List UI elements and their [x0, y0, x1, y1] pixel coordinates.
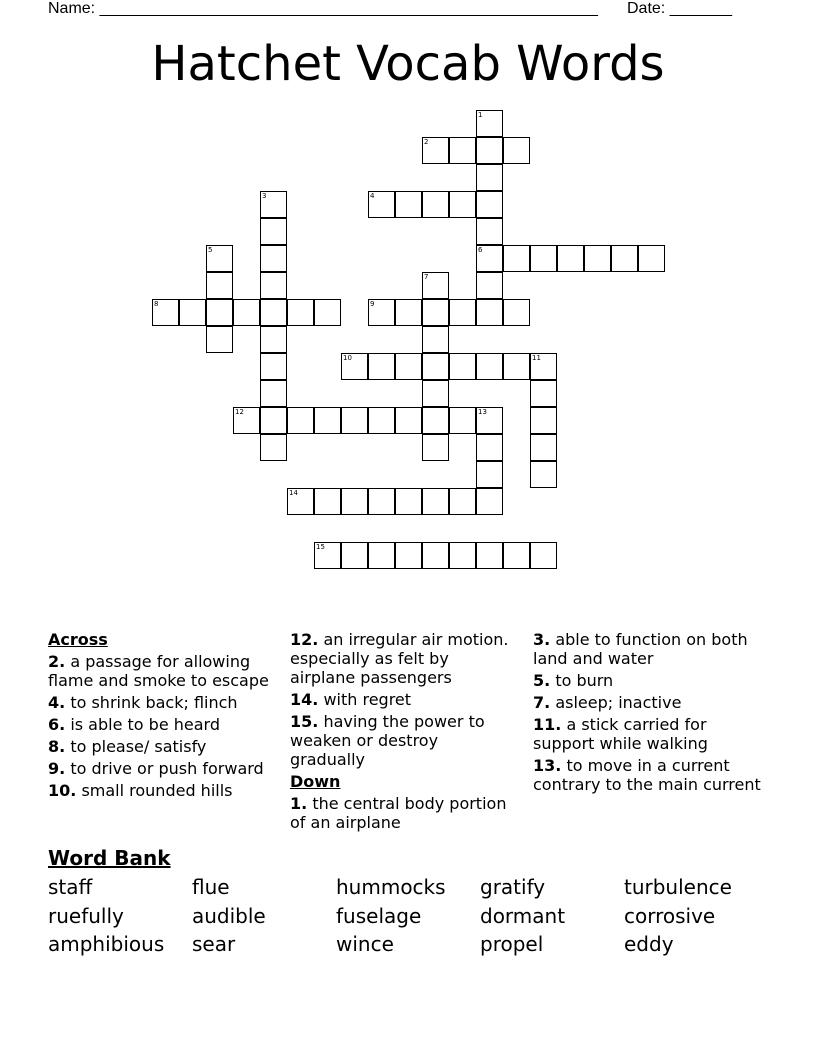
- crossword-cell[interactable]: [503, 245, 530, 272]
- crossword-cell[interactable]: [611, 245, 638, 272]
- crossword-cell[interactable]: [395, 353, 422, 380]
- clue-across-14: 14. with regret: [290, 690, 412, 709]
- crossword-cell[interactable]: [422, 353, 449, 380]
- crossword-cell[interactable]: [260, 191, 287, 218]
- crossword-cell[interactable]: [476, 245, 503, 272]
- word-bank-title: Word Bank: [48, 846, 171, 870]
- clue-across-4: 4. to shrink back; flinch: [48, 693, 238, 712]
- clue-across-15: 15. having the power to weaken or destroy gradually: [290, 712, 485, 769]
- crossword-cell[interactable]: [233, 407, 260, 434]
- crossword-cell[interactable]: [449, 407, 476, 434]
- crossword-cell[interactable]: [314, 542, 341, 569]
- crossword-cell[interactable]: [476, 461, 503, 488]
- cell-number: 2: [424, 138, 429, 146]
- crossword-cell[interactable]: [530, 542, 557, 569]
- crossword-cell[interactable]: [260, 218, 287, 245]
- crossword-cell[interactable]: [341, 488, 368, 515]
- crossword-cell[interactable]: [287, 488, 314, 515]
- cell-number: 12: [235, 408, 244, 416]
- crossword-cell[interactable]: [314, 407, 341, 434]
- cell-number: 10: [343, 354, 352, 362]
- cell-number: 15: [316, 543, 325, 551]
- crossword-cell[interactable]: [476, 137, 503, 164]
- clue-across-9: 9. to drive or push forward: [48, 759, 264, 778]
- word-bank-word: fuselage: [336, 904, 422, 928]
- crossword-cell[interactable]: [557, 245, 584, 272]
- crossword-cell[interactable]: [422, 299, 449, 326]
- page-title: Hatchet Vocab Words: [151, 36, 665, 92]
- word-bank-word: wince: [336, 932, 394, 956]
- crossword-cell[interactable]: [368, 407, 395, 434]
- cell-number: 14: [289, 489, 298, 497]
- crossword-cell[interactable]: [395, 407, 422, 434]
- clue-down-13: 13. to move in a current contrary to the main current: [533, 756, 761, 794]
- clue-across-12: 12. an irregular air motion. especially as felt by airplane passengers: [290, 630, 509, 687]
- crossword-cell[interactable]: [260, 245, 287, 272]
- word-bank-word: staff: [48, 875, 93, 899]
- cell-number: 3: [262, 192, 267, 200]
- crossword-cell[interactable]: [422, 272, 449, 299]
- crossword-cell[interactable]: [476, 272, 503, 299]
- cell-number: 8: [154, 300, 159, 308]
- crossword-cell[interactable]: [260, 299, 287, 326]
- crossword-cell[interactable]: [368, 299, 395, 326]
- crossword-cell[interactable]: [206, 245, 233, 272]
- crossword-cell[interactable]: [530, 245, 557, 272]
- crossword-cell[interactable]: [422, 407, 449, 434]
- crossword-cell[interactable]: [449, 137, 476, 164]
- crossword-cell[interactable]: [530, 407, 557, 434]
- crossword-cell[interactable]: [476, 434, 503, 461]
- crossword-cell[interactable]: [260, 407, 287, 434]
- crossword-cell[interactable]: [449, 299, 476, 326]
- clue-across-2: 2. a passage for allowing flame and smoke to escape: [48, 652, 269, 690]
- crossword-cell[interactable]: [368, 542, 395, 569]
- name-field[interactable]: Name: ________________________________________________________: [48, 0, 598, 17]
- crossword-cell[interactable]: [341, 407, 368, 434]
- word-bank-word: amphibious: [48, 932, 165, 956]
- crossword-cell[interactable]: [422, 191, 449, 218]
- crossword-cell[interactable]: [530, 380, 557, 407]
- crossword-cell[interactable]: [341, 542, 368, 569]
- crossword-cell[interactable]: [638, 245, 665, 272]
- crossword-cell[interactable]: [314, 299, 341, 326]
- crossword-cell[interactable]: [395, 542, 422, 569]
- word-bank-word: audible: [192, 904, 266, 928]
- cell-number: 1: [478, 111, 483, 119]
- crossword-cell[interactable]: [476, 488, 503, 515]
- crossword-cell[interactable]: [368, 488, 395, 515]
- crossword-cell[interactable]: [260, 272, 287, 299]
- down-heading: Down: [290, 772, 341, 791]
- crossword-cell[interactable]: [530, 434, 557, 461]
- crossword-cell[interactable]: [395, 299, 422, 326]
- crossword-cell[interactable]: [206, 272, 233, 299]
- crossword-cell[interactable]: [179, 299, 206, 326]
- word-bank-word: flue: [192, 875, 230, 899]
- word-bank-word: dormant: [480, 904, 566, 928]
- clue-across-6: 6. is able to be heard: [48, 715, 220, 734]
- cell-number: 4: [370, 192, 375, 200]
- crossword-cell[interactable]: [476, 191, 503, 218]
- crossword-cell[interactable]: [152, 299, 179, 326]
- crossword-cell[interactable]: [476, 407, 503, 434]
- crossword-cell[interactable]: [260, 353, 287, 380]
- clue-column-3: [533, 630, 763, 797]
- cell-number: 5: [208, 246, 213, 254]
- word-bank-word: hummocks: [336, 875, 446, 899]
- clue-down-3: 3. able to function on both land and water: [533, 630, 748, 668]
- date-field[interactable]: Date: _______: [627, 0, 732, 17]
- word-bank-word: corrosive: [624, 904, 716, 928]
- crossword-cell[interactable]: [206, 326, 233, 353]
- clue-down-1: 1. the central body portion of an airplane: [290, 794, 507, 832]
- clue-down-11: 11. a stick carried for support while walking: [533, 715, 708, 753]
- crossword-cell[interactable]: [503, 137, 530, 164]
- crossword-cell[interactable]: [233, 299, 260, 326]
- crossword-cell[interactable]: [476, 164, 503, 191]
- crossword-cell[interactable]: [449, 542, 476, 569]
- crossword-cell[interactable]: [422, 488, 449, 515]
- crossword-cell[interactable]: [341, 353, 368, 380]
- crossword-cell[interactable]: [287, 407, 314, 434]
- crossword-cell[interactable]: [206, 299, 233, 326]
- crossword-cell[interactable]: [422, 542, 449, 569]
- crossword-cell[interactable]: [503, 542, 530, 569]
- crossword-cell[interactable]: [476, 110, 503, 137]
- crossword-cell[interactable]: [449, 488, 476, 515]
- crossword-cell[interactable]: [260, 380, 287, 407]
- clue-across-10: 10. small rounded hills: [48, 781, 233, 800]
- clue-down-7: 7. asleep; inactive: [533, 693, 682, 712]
- crossword-cell[interactable]: [395, 488, 422, 515]
- crossword-cell[interactable]: [314, 488, 341, 515]
- crossword-cell[interactable]: [449, 191, 476, 218]
- crossword-cell[interactable]: [584, 245, 611, 272]
- crossword-cell[interactable]: [476, 542, 503, 569]
- crossword-cell[interactable]: [476, 218, 503, 245]
- word-bank-word: ruefully: [48, 904, 124, 928]
- crossword-cell[interactable]: [449, 353, 476, 380]
- crossword-cell[interactable]: [368, 191, 395, 218]
- crossword-cell[interactable]: [530, 353, 557, 380]
- crossword-cell[interactable]: [422, 137, 449, 164]
- word-bank-word: eddy: [624, 932, 674, 956]
- crossword-cell[interactable]: [422, 434, 449, 461]
- clue-down-5: 5. to burn: [533, 671, 614, 690]
- word-bank-word: sear: [192, 932, 236, 956]
- crossword-cell[interactable]: [260, 326, 287, 353]
- crossword-cell[interactable]: [422, 380, 449, 407]
- clue-across-8: 8. to please/ satisfy: [48, 737, 207, 756]
- cell-number: 13: [478, 408, 487, 416]
- cell-number: 9: [370, 300, 375, 308]
- crossword-cell[interactable]: [476, 353, 503, 380]
- word-bank-word: turbulence: [624, 875, 732, 899]
- word-bank-word: gratify: [480, 875, 546, 899]
- crossword-cell[interactable]: [476, 299, 503, 326]
- crossword-cell[interactable]: [503, 353, 530, 380]
- crossword-cell[interactable]: [395, 191, 422, 218]
- crossword-cell[interactable]: [503, 299, 530, 326]
- word-bank-word: propel: [480, 932, 544, 956]
- clue-column-2: [290, 630, 515, 835]
- crossword-cell[interactable]: [530, 461, 557, 488]
- clue-column-1: [48, 630, 286, 803]
- across-heading: Across: [48, 630, 108, 649]
- cell-number: 6: [478, 246, 483, 254]
- crossword-cell[interactable]: [260, 434, 287, 461]
- crossword-cell[interactable]: [368, 353, 395, 380]
- crossword-cell[interactable]: [287, 299, 314, 326]
- cell-number: 11: [532, 354, 541, 362]
- crossword-cell[interactable]: [422, 326, 449, 353]
- cell-number: 7: [424, 273, 429, 281]
